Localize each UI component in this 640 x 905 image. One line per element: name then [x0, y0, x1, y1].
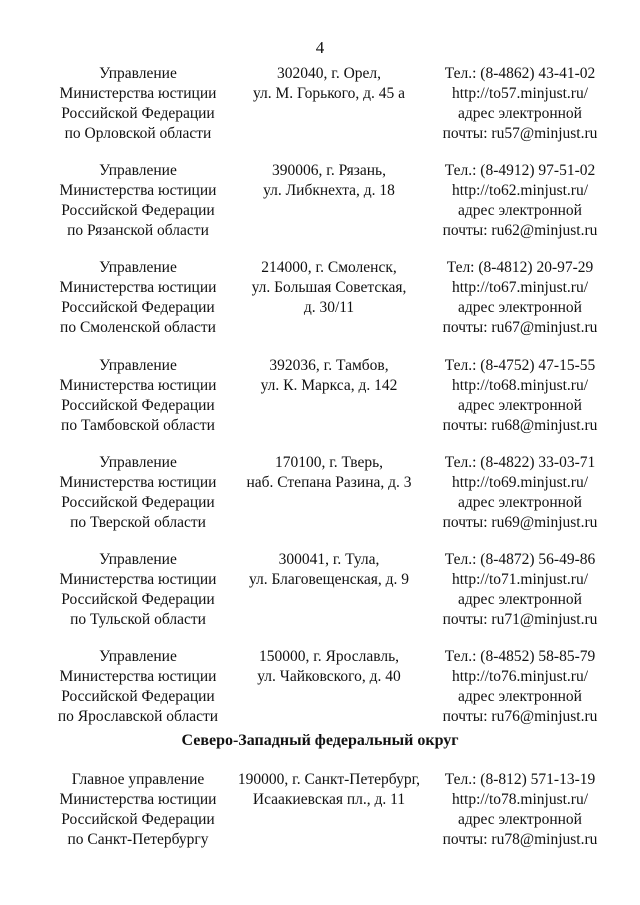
postal-address	[232, 161, 426, 201]
contact-info-line: Тел.: (8-4872) 56-49-86	[444, 550, 596, 568]
contact-info	[430, 550, 610, 630]
organization-name-line: Российской Федерации	[61, 688, 215, 706]
postal-address-line: д. 30/11	[303, 299, 355, 317]
postal-address	[232, 453, 426, 493]
postal-address-line: 214000, г. Смоленск,	[261, 259, 397, 277]
contact-info	[430, 258, 610, 338]
directory-entry	[0, 161, 640, 258]
organization-name	[43, 647, 233, 727]
organization-name-line: Министерства юстиции	[59, 182, 217, 200]
postal-address-line: ул. К. Маркса, д. 142	[260, 376, 398, 394]
contact-info	[430, 356, 610, 436]
directory-list-northwest	[0, 770, 640, 867]
contact-info-line: Тел.: (8-4852) 58-85-79	[444, 648, 596, 666]
organization-name-line: по Рязанской области	[67, 222, 209, 240]
postal-address-line: 390006, г. Рязань,	[271, 162, 386, 180]
postal-address-line: 300041, г. Тула,	[278, 550, 380, 568]
contact-info-line: http://to69.minjust.ru/	[451, 473, 589, 491]
directory-entry	[0, 770, 640, 867]
contact-info-line: почты: ru76@minjust.ru	[442, 708, 598, 726]
organization-name-line: Управление	[99, 162, 177, 180]
organization-name-line: по Смоленской области	[60, 319, 216, 337]
contact-info	[430, 161, 610, 241]
contact-info-line: почты: ru68@minjust.ru	[442, 416, 598, 434]
organization-name-line: Министерства юстиции	[59, 570, 217, 588]
contact-info-line: адрес электронной	[458, 688, 582, 706]
contact-info-line: Тел.: (8-4752) 47-15-55	[444, 356, 596, 374]
postal-address-line: 150000, г. Ярославль,	[258, 648, 400, 666]
contact-info-line: http://to57.minjust.ru/	[451, 85, 589, 102]
organization-name	[43, 356, 233, 436]
contact-info-line: адрес электронной	[458, 105, 582, 122]
contact-info-line: адрес электронной	[458, 811, 582, 828]
organization-name-line: Управление	[99, 648, 177, 666]
organization-name	[43, 64, 233, 144]
organization-name-line: по Тамбовской области	[61, 416, 215, 434]
organization-name-line: Министерства юстиции	[59, 791, 217, 808]
organization-name-line: Главное управление	[71, 771, 205, 788]
organization-name-line: Министерства юстиции	[59, 279, 217, 297]
postal-address	[232, 550, 426, 590]
contact-info-line: адрес электронной	[458, 493, 582, 511]
contact-info-line: http://to68.minjust.ru/	[451, 376, 589, 394]
directory-entry	[0, 647, 640, 744]
postal-address-line: наб. Степана Разина, д. 3	[246, 473, 412, 491]
organization-name-line: Министерства юстиции	[59, 473, 217, 491]
organization-name-line: Министерства юстиции	[59, 376, 217, 394]
organization-name-line: по Санкт-Петербургу	[67, 831, 209, 848]
contact-info-line: Тел: (8-4812) 20-97-29	[446, 259, 594, 277]
organization-name-line: по Тверской области	[70, 513, 206, 531]
contact-info	[430, 64, 610, 144]
postal-address-line: ул. Либкнехта, д. 18	[263, 182, 395, 200]
contact-info	[430, 453, 610, 533]
directory-entry	[0, 453, 640, 550]
contact-info-line: адрес электронной	[458, 396, 582, 414]
organization-name-line: Управление	[99, 550, 177, 568]
contact-info-line: http://to67.minjust.ru/	[451, 279, 589, 297]
organization-name-line: Управление	[99, 259, 177, 277]
contact-info-line: почты: ru69@minjust.ru	[442, 513, 598, 531]
directory-entry	[0, 258, 640, 355]
contact-info-line: почты: ru57@minjust.ru	[442, 125, 598, 142]
organization-name	[43, 453, 233, 533]
postal-address-line: ул. Большая Советская,	[251, 279, 407, 297]
contact-info-line: почты: ru71@minjust.ru	[442, 610, 598, 628]
organization-name	[43, 770, 233, 850]
page-number: 4	[315, 38, 325, 57]
postal-address-line: ул. Благовещенская, д. 9	[248, 570, 410, 588]
contact-info	[430, 770, 610, 850]
directory-entry	[0, 64, 640, 161]
postal-address-line: 190000, г. Санкт-Петербург,	[237, 771, 421, 788]
postal-address	[232, 770, 426, 810]
contact-info-line: почты: ru62@minjust.ru	[442, 222, 598, 240]
postal-address	[232, 64, 426, 104]
organization-name-line: по Орловской области	[64, 125, 212, 142]
organization-name-line: Министерства юстиции	[59, 668, 217, 686]
contact-info-line: Тел.: (8-4822) 33-03-71	[444, 453, 596, 471]
postal-address-line: 170100, г. Тверь,	[274, 453, 384, 471]
contact-info-line: почты: ru67@minjust.ru	[442, 319, 598, 337]
contact-info	[430, 647, 610, 727]
organization-name	[43, 161, 233, 241]
postal-address	[232, 647, 426, 687]
organization-name-line: Министерства юстиции	[59, 85, 217, 102]
contact-info-line: Тел.: (8-4912) 97-51-02	[444, 162, 596, 180]
directory-list	[0, 64, 640, 744]
contact-info-line: почты: ru78@minjust.ru	[442, 831, 598, 848]
contact-info-line: http://to62.minjust.ru/	[451, 182, 589, 200]
contact-info-line: Тел.: (8-4862) 43-41-02	[444, 65, 596, 82]
postal-address	[232, 258, 426, 318]
directory-entry	[0, 550, 640, 647]
contact-info-line: Тел.: (8-812) 571-13-19	[444, 771, 596, 788]
contact-info-line: http://to76.minjust.ru/	[451, 668, 589, 686]
postal-address-line: ул. Чайковского, д. 40	[257, 668, 401, 686]
postal-address-line: 302040, г. Орел,	[276, 65, 382, 82]
contact-info-line: адрес электронной	[458, 202, 582, 220]
organization-name-line: по Тульской области	[70, 610, 206, 628]
organization-name-line: Российской Федерации	[61, 105, 215, 122]
postal-address-line: 392036, г. Тамбов,	[269, 356, 389, 374]
organization-name-line: Российской Федерации	[61, 396, 215, 414]
organization-name-line: Управление	[99, 65, 177, 82]
contact-info-line: адрес электронной	[458, 590, 582, 608]
contact-info-line: http://to78.minjust.ru/	[451, 791, 589, 808]
postal-address-line: ул. М. Горького, д. 45 а	[252, 85, 406, 102]
organization-name	[43, 258, 233, 338]
organization-name-line: Российской Федерации	[61, 493, 215, 511]
organization-name	[43, 550, 233, 630]
organization-name-line: Российской Федерации	[61, 811, 215, 828]
organization-name-line: Управление	[99, 356, 177, 374]
postal-address-line: Исаакиевская пл., д. 11	[252, 791, 406, 808]
section-title: Северо-Западный федеральный округ	[181, 732, 459, 749]
organization-name-line: Российской Федерации	[61, 299, 215, 317]
contact-info-line: http://to71.minjust.ru/	[451, 570, 589, 588]
directory-entry	[0, 356, 640, 453]
organization-name-line: по Ярославской области	[57, 708, 219, 726]
contact-info-line: адрес электронной	[458, 299, 582, 317]
organization-name-line: Российской Федерации	[61, 202, 215, 220]
organization-name-line: Управление	[99, 453, 177, 471]
postal-address	[232, 356, 426, 396]
organization-name-line: Российской Федерации	[61, 590, 215, 608]
